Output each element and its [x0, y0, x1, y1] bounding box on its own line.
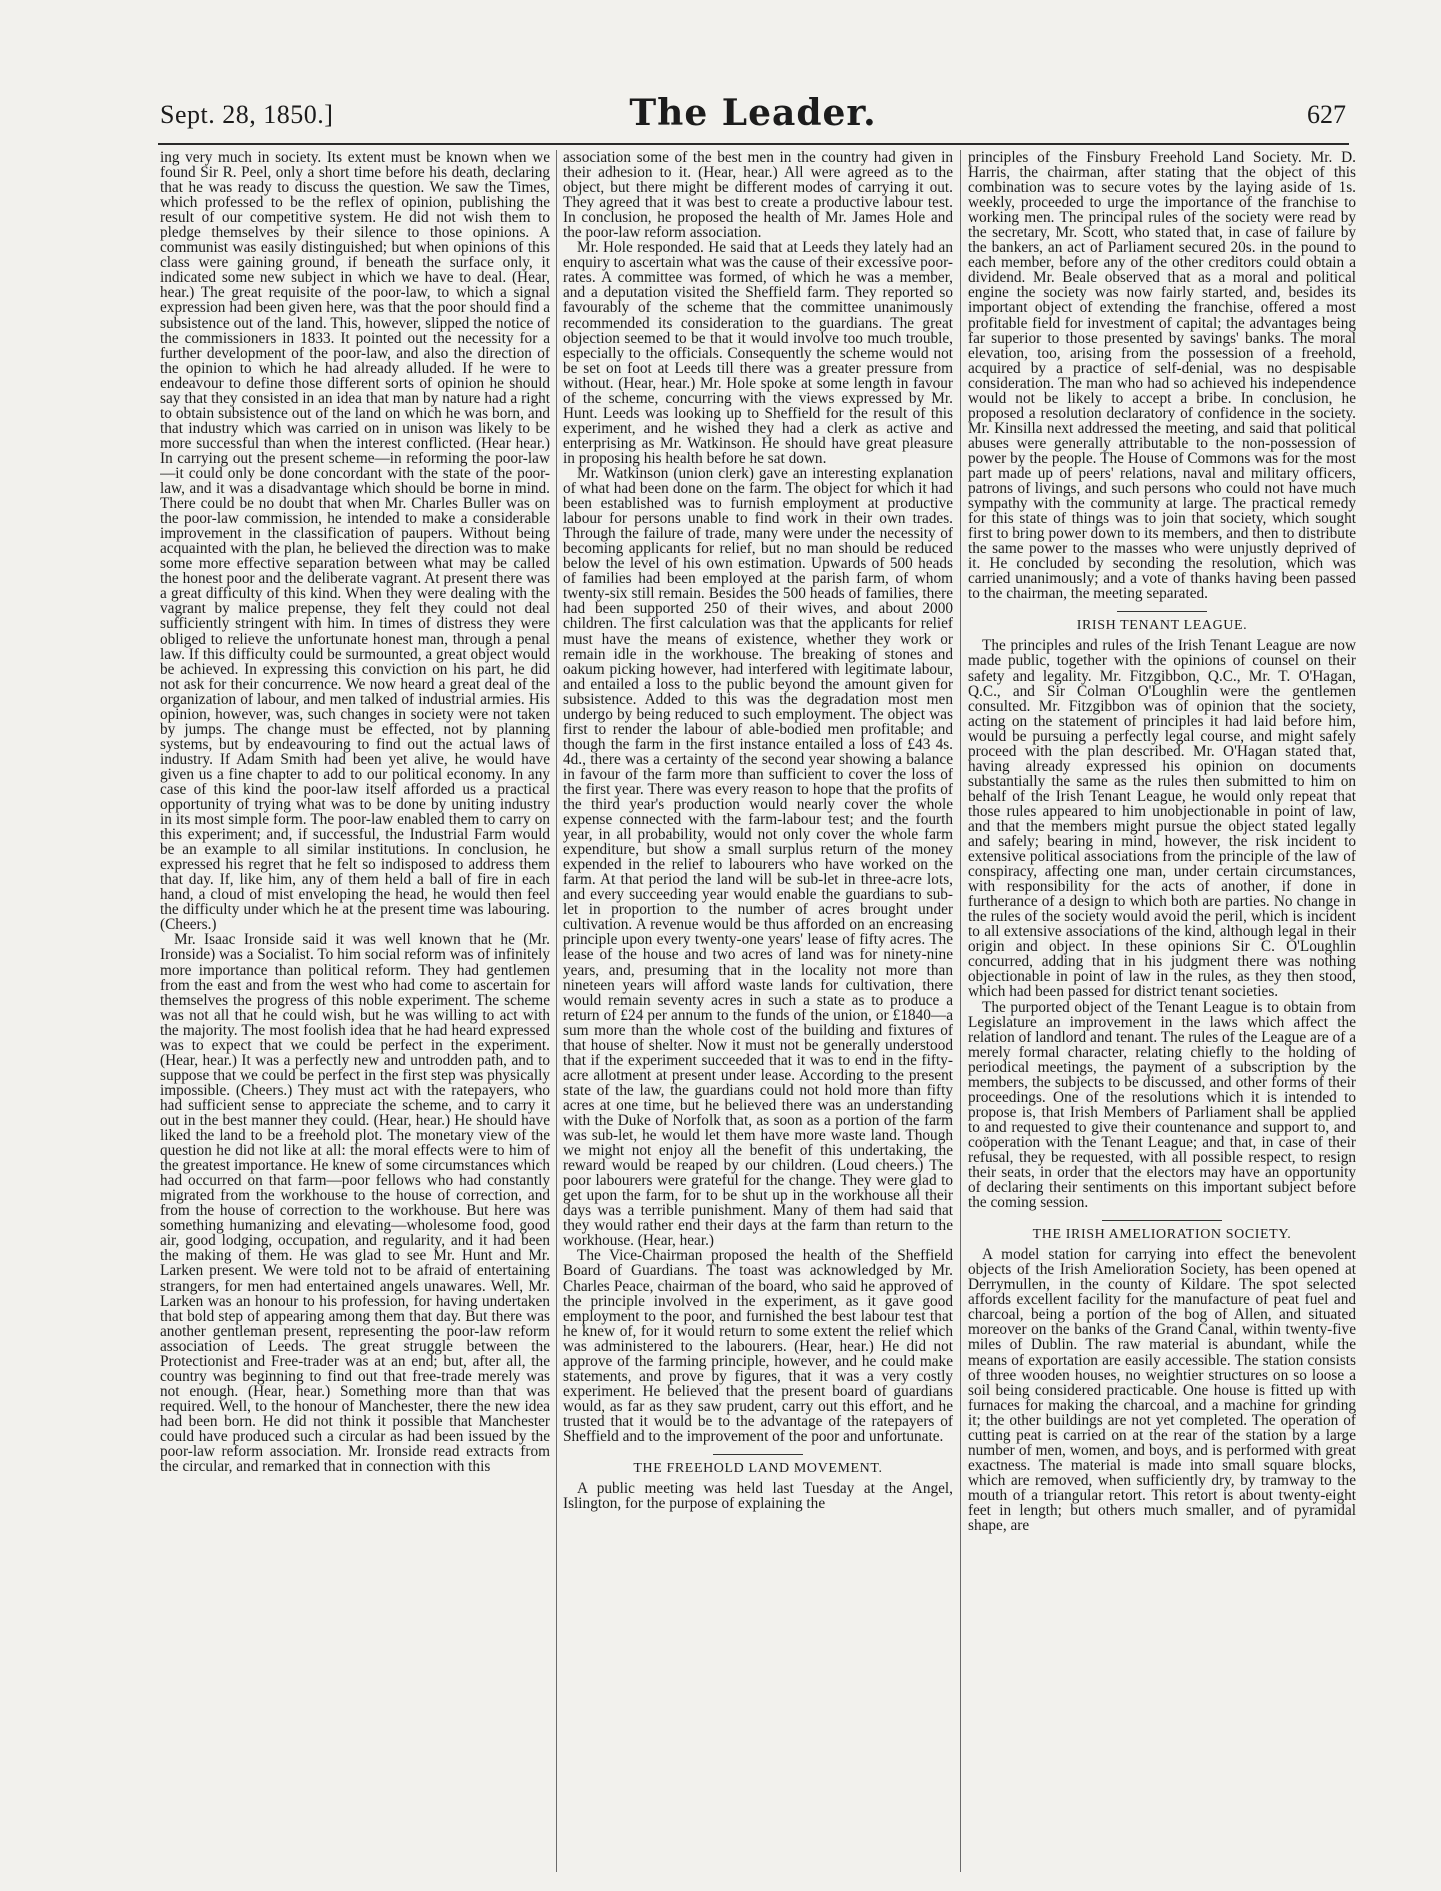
column-divider [556, 150, 557, 1872]
paragraph: principles of the Finsbury Freehold Land Society. Mr. D. Harris, the chairman, after stating that the object of this combination was to secure votes by the laying aside of 1s. weekly, proceeded to urge the importance of the franchise to working men. The principal rules of the society were read by the secretary, Mr. Scott, who stated that, in case of failure by the bankers, an act of Parliament secured 20s. in the pound to each member, before any of the other creditors could obtain a dividend. Mr. Beale observed that as a moral and political engine the society was now fairly started, and, besides its important object of extending the franchise, offered a most profitable field for investment of capital; the advantages being far superior to those presented by savings' banks. The moral elevation, too, arising from the possession of a freehold, acquired by a practice of self-denial, was no despisable consideration. The man who had so achieved his independence would not be likely to accept a bribe. In conclusion, he proposed a resolution declaratory of confidence in the society. Mr. Kinsilla next addressed the meeting, and said that political abuses were generally attributable to the non-possession of power by the people. The House of Commons was for the most part made up of peers' relations, naval and military officers, patrons of livings, and such persons who could not have much sympathy with the community at large. The practical remedy for this state of things was to join that society, which sought first to bring power down to its members, and then to distribute the same power to the masses who were unjustly deprived of it. He concluded by seconding the resolution, which was carried unanimously; and a vote of thanks having been passed to the chairman, the meeting separated. [968, 150, 1356, 603]
header-rule [158, 143, 1349, 145]
section-divider [1102, 1220, 1222, 1221]
column-1 [160, 150, 550, 1872]
page-header [160, 92, 1346, 142]
section-heading: IRISH TENANT LEAGUE. [1076, 618, 1248, 634]
paragraph: The Vice-Chairman proposed the health of the Sheffield Board of Guardians. The toast was acknowledged by Mr. Charles Peace, chairman of the board, who said he approved of the principle involved in the experiment, as it gave good employment to the poor, and furnished the best labour test that he knew of, for it would return to some extent the relief which was administered to the labourers. (Hear, hear.) He did not approve of the farming principle, however, and he could make statements, and prove by figures, that it was a very costly experiment. He believed that the present board of guardians would, as far as they saw prudent, carry out this effort, and he trusted that it would be to the advantage of the ratepayers of Sheffield and to the improvement of the poor and unfortunate. [563, 1247, 953, 1445]
page-number: 627 [1307, 100, 1346, 129]
paragraph: A public meeting was held last Tuesday at the Angel, Islington, for the purpose of explaining the [563, 1480, 953, 1513]
section-heading: THE FREEHOLD LAND MOVEMENT. [633, 1461, 883, 1477]
paragraph: Mr. Isaac Ironside said it was well known that he (Mr. Ironside) was a Socialist. To him social reform was of infinitely more importance than political reform. They had gentlemen from the east and from the west who had come to ascertain for themselves the progress of this noble experiment. The scheme was not all that he could wish, but he was willing to act with the majority. The most foolish idea that he had heard expressed was to expect that we could be perfect in the experiment. (Hear, hear.) It was a perfectly new and untrodden path, and to suppose that we could be perfect in the first step was physically impossible. (Cheers.) They must act with the ratepayers, who had sufficient sense to appreciate the scheme, and to carry it out in the best manner they could. (Hear, hear.) He should have liked the land to be a freehold plot. The monetary view of the question he did not like at all: the moral effects were to him of the greatest importance. He knew of some circumstances which had occurred on that farm—poor fellows who had constantly migrated from the workhouse to the house of correction, and from the house of correction to the workhouse. But here was something humanizing and elevating—wholesome food, good air, good lodging, occupation, and regularity, and it had been the making of them. He was glad to see Mr. Hunt and Mr. Larken present. We were told not to be afraid of entertaining strangers, for men had entertained angels unawares. Well, Mr. Larken was an honour to his profession, for having undertaken that bold step of appearing among them that day. But there was another gentleman present, representing the poor-law reform association of Leeds. The great struggle between the Protectionist and Free-trader was at an end; but, after all, the country was beginning to find out that free-trade merely was not enough. (Hear, hear.) Something more than that was required. Well, to the honour of Manchester, there the new idea had been born. He did not think it possible that Manchester could have produced such a circular as had been issued by the poor-law reform association. Mr. Ironside read extracts from the circular, and remarked that in connection with this [160, 931, 550, 1476]
column-divider [960, 150, 961, 1872]
paragraph: The purported object of the Tenant League is to obtain from Legislature an improvement in the laws which affect the relation of landlord and tenant. The rules of the League are of a merely formal character, relating chiefly to the holding of periodical meetings, the payment of a subscription by the members, the subjects to be discussed, and other forms of their proceedings. One of the resolutions which it is intended to propose is, that Irish Members of Parliament shall be applied to and requested to give their countenance and support to, and coöperation with the Tenant League; and that, in case of their refusal, they be requested, with all possible respect, to resign their seats, in order that the electors may have an opportunity of declaring their sentiments on this important subject before the coming session. [968, 998, 1356, 1212]
paragraph: ing very much in society. Its extent must be known when we found Sir R. Peel, only a short time before his death, declaring that he was ready to discuss the question. We saw the Times, which professed to be the reflex of opinion, publishing the result of our competitive system. He did not wish them to pledge themselves by their silence to those opinions. A communist was easily distinguished; but when opinions of this class were gaining ground, if beneath the surface only, it indicated some new subject in which we have to deal. (Hear, hear.) The great requisite of the poor-law, to which a signal expression had been given here, was that the poor should find a subsistence out of the land. This, however, slipped the notice of the commissioners in 1833. It pointed out the necessity for a further development of the poor-law, and also the direction of the opinion to which he had already alluded. If he were to endeavour to define those different sorts of opinion he should say that they consisted in an idea that man by nature had a right to obtain subsistence out of the land on which he was born, and that industry which was carried on in unison was likely to be more successful than when the interest conflicted. (Hear hear.) In carrying out the present scheme—in reforming the poor-law—it could only be done concordant with the state of the poor-law, and it was a disadvantage which should be borne in mind. There could be no doubt that when Mr. Charles Buller was on the poor-law commission, he intended to make a considerable improvement in the classification of paupers. Without being acquainted with the plan, he believed the direction was to make some more effective separation between what may be called the honest poor and the deliberate vagrant. At present there was a great difficulty of this kind. When they were dealing with the vagrant by malice prepense, they felt they could not deal sufficiently stringent with him. In times of distress they were obliged to relieve the unfortunate honest man, through a penal law. If this difficulty could be surmounted, a great object would be achieved. In expressing this conviction on his part, he did not ask for their concurrence. We now heard a great deal of the organization of labour, and men talked of industrial armies. His opinion, however, was, such changes in society were not taken by jumps. The change must be effected, not by planning systems, but by endeavouring to find out the actual laws of industry. If Adam Smith had been yet alive, he would have given us a fine chapter to add to our political economy. In any case of this kind the poor-law itself afforded us a practical opportunity of trying what was to be done by uniting industry in its most simple form. The poor-law enabled them to carry on this experiment; and, if successful, the Industrial Farm would be an example to all similar institutions. In conclusion, he expressed his regret that he felt so indisposed to address them that day. If, like him, any of them held a ball of fire in each hand, a cloud of mist enveloping the head, he would then feel the difficulty under which he at the present time was labouring. (Cheers.) [160, 150, 550, 934]
column-3 [968, 150, 1356, 1872]
paragraph: A model station for carrying into effect the benevolent objects of the Irish Amelioration Society, has been opened at Derrymullen, in the county of Kildare. The spot selected affords excellent facility for the manufacture of peat fuel and charcoal, being a portion of the bog of Allen, and situated moreover on the banks of the Grand Canal, within twenty-five miles of Dublin. The raw material is abundant, while the means of exportation are easily accessible. The station consists of three wooden houses, no weightier structures on so loose a soil being considered practicable. One house is fitted up with furnaces for making the charcoal, and a machine for grinding it; the other buildings are not yet completed. The operation of cutting peat is carried on at the rear of the station by a large number of men, women, and boys, and is performed with great exactness. The material is made into small square blocks, which are removed, when sufficiently dry, by tramway to the mouth of a triangular retort. This retort is about twenty-eight feet in length; but others much smaller, and of pyramidal shape, are [968, 1246, 1356, 1535]
section-heading: THE IRISH AMELIORATION SOCIETY. [1032, 1227, 1292, 1243]
column-2 [563, 150, 953, 1872]
issue-date: Sept. 28, 1850.] [160, 100, 334, 129]
paragraph: association some of the best men in the country had given in their adhesion to it. (Hear, hear.) All were agreed as to the object, but there might be different modes of carrying it out. They agreed that it was best to create a productive labour test. In conclusion, he proposed the health of Mr. James Hole and the poor-law reform association. [563, 150, 953, 242]
section-divider [1117, 611, 1207, 612]
paragraph: Mr. Watkinson (union clerk) gave an interesting explanation of what had been done on the farm. The object for which it had been established was to furnish employment at productive labour for persons unable to find work in their own trades. Through the failure of trade, many were under the necessity of becoming applicants for relief, but no man should be reduced below the level of his own estimation. Upwards of 500 heads of families had been employed at the parish farm, of whom twenty-six still remain. Besides the 500 heads of families, there had been supported 250 of their wives, and about 2000 children. The first calculation was that the applicants for relief must have the means of existence, whether they work or remain idle in the workhouse. The breaking of stones and oakum picking however, had interfered with legitimate labour, and entailed a loss to the public beyond the amount given for subsistence. Added to this was the degradation most men undergo by being reduced to such employment. The object was first to render the labour of able-bodied men profitable; and though the farm in the first instance entailed a loss of £43 4s. 4d., there was a certainty of the second year showing a balance in favour of the farm more than sufficient to cover the loss of the first year. There was every reason to hope that the profits of the third year's production would nearly cover the whole expense connected with the farm-labour test; and the fourth year, in all probability, would not only cover the whole farm expenditure, but show a small surplus return of the money expended in the relief to labourers who have worked on the farm. At that period the land will be sub-let in three-acre lots, and every succeeding year would enable the guardians to sub-let in proportion to the number of acres brought under cultivation. A revenue would be thus afforded on an encreasing principle upon every twenty-one years' lease of fifty acres. The lease of the house and two acres of land was for ninety-nine years, and, presuming that in the locality not more than nineteen years will afford waste lands for cultivation, there would remain seventy acres in such a state as to produce a return of £24 per annum to the funds of the union, or £1840—a sum more than the whole cost of the building and fixtures of that house of shelter. Now it must not be generally understood that if the experiment succeeded that it was to end in the fifty-acre allotment at present under lease. According to the present state of the law, the guardians could not hold more than fifty acres at one time, but he believed there was an understanding with the Duke of Norfolk that, as soon as a portion of the farm was sub-let, he would let them have more waste land. Though we might not enjoy all the benefit of this undertaking, the reward would be reaped by our children. (Loud cheers.) The poor labourers were grateful for the change. They were glad to get upon the farm, for to be shut up in the workhouse all their days was a terrible punishment. Many of them had said that they would rather end their days at the farm than return to the workhouse. (Hear, hear.) [563, 464, 953, 1250]
paragraph: The principles and rules of the Irish Tenant League are now made public, together with the opinions of counsel on their safety and legality. Mr. Fitzgibbon, Q.C., Mr. T. O'Hagan, Q.C., and Sir Colman O'Loughlin were the gentlemen consulted. Mr. Fitzgibbon was of opinion that the society, acting on the statement of principles it had laid before him, would be pursuing a perfectly legal course, and might safely proceed with the plan described. Mr. O'Hagan stated that, having already expressed his opinion on documents substantially the same as the rules then submitted to him on behalf of the Irish Tenant League, he would only repeat that those rules appeared to him unobjectionable in point of law, and that the members might pursue the object stated legally and safely; bearing in mind, however, the risk incident to extensive political associations from the principle of the law of conspiracy, affecting one man, under certain circumstances, with responsibility for the acts of another, if done in furtherance of a design to which both are parties. No change in the rules of the society would avoid the peril, which is incident to all extensive associations of the kind, although legal in their origin and object. In these opinions Sir C. O'Loughlin concurred, adding that in his judgment there was nothing objectionable in point of law in the rules, as they then stood, which had been passed for district tenant societies. [968, 637, 1356, 1001]
masthead-title: The Leader. [629, 92, 877, 134]
paragraph: Mr. Hole responded. He said that at Leeds they lately had an enquiry to ascertain what was the cause of their excessive poor-rates. A committee was formed, of which he was a member, and a deputation visited the Sheffield farm. They reported so favourably of the scheme that the committee unanimously recommended its consideration to the guardians. The great objection seemed to be that it would involve too much trouble, especially to the officials. Consequently the scheme would not be set on foot at Leeds till there was a greater pressure from without. (Hear, hear.) Mr. Hole spoke at some length in favour of the scheme, concurring with the views expressed by Mr. Hunt. Leeds was looking up to Sheffield for the result of this experiment, and he wished they had a clerk as active and enterprising as Mr. Watkinson. He should have great pleasure in proposing his health before he sat down. [563, 239, 953, 467]
section-divider [713, 1454, 803, 1455]
